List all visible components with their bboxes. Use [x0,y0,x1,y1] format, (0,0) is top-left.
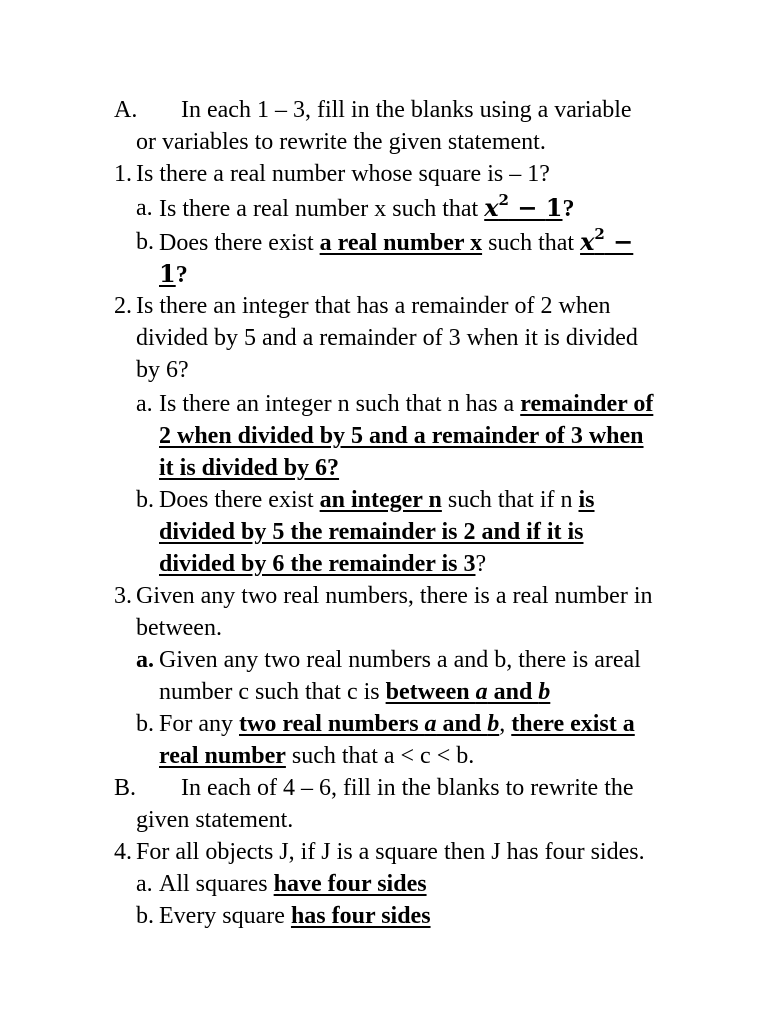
section-a-label: A. [114,97,138,123]
q2-number: 2. [114,293,132,319]
q2a-answer-blank-line2: 2 when divided by 5 and a remainder of 3 when [159,423,644,449]
q2b-line3: divided by 6 the remainder is 3? [159,551,487,577]
q3-text-line1: Given any two real numbers, there is a real number in [136,583,653,609]
q3a-label: a. [136,647,154,673]
q3-number: 3. [114,583,132,609]
q2-text-line1: Is there an integer that has a remainder of 2 when [136,293,611,319]
q3a-line2: number c such that c is between a and b [159,679,551,705]
q1b-answer-blank-variable: a real number x [319,230,483,256]
q4-number: 4. [114,839,132,865]
q3a-answer-blank: between a and b [385,679,551,705]
q4b-label: b. [136,903,154,929]
q1b-label: b. [136,229,154,255]
q1a-answer-blank: $x^2 - 1$ [484,191,563,222]
q1a-prefix: Is there a real number x such that [159,196,485,222]
q4-text: For all objects J, if J is a square then J has four sides. [136,839,645,865]
q4b-line: Every square has four sides [159,903,431,929]
q1-number: 1. [114,161,132,187]
q1b-line2: 1? [159,259,188,288]
q1-text: Is there a real number whose square is – 1? [136,161,550,187]
q3b-answer-blank-existence-line2: real number [159,743,286,769]
q1b-line1: Does there exist a real number x such that $x^2$ − [159,225,634,256]
q2a-answer-blank: remainder of [520,391,654,417]
section-b-label: B. [114,775,137,801]
section-a-instruction-line2: or variables to rewrite the given statement. [136,129,546,155]
section-b-instruction-line1: In each of 4 – 6, fill in the blanks to rewrite the [181,775,634,801]
q2-text-line3: by 6? [136,357,189,383]
q2-text-line2: divided by 5 and a remainder of 3 when it is divided [136,325,638,351]
q3b-answer-blank-existence: there exist a [511,711,635,737]
q2b-answer-blank-variable: an integer n [319,487,442,513]
q2b-label: b. [136,487,154,513]
q3-text-line2: between. [136,615,222,641]
q2a-answer-blank-line3: it is divided by 6? [159,455,340,481]
q2b-answer-blank-condition: is [578,487,595,513]
q2a-label: a. [136,391,153,417]
q3b-line2: real number such that a < c < b. [159,743,475,769]
q2b-line1: Does there exist an integer n such that if n is [159,487,595,513]
q4a-label: a. [136,871,153,897]
q4b-answer-blank: has four sides [290,903,431,929]
q4a-line: All squares have four sides [159,871,427,897]
q3b-line1: For any two real numbers a and b, there exist a [159,711,635,737]
q4a-answer-blank: have four sides [273,871,427,897]
q2b-answer-blank-condition-line2: divided by 5 the remainder is 2 and if it is [159,519,584,545]
q2a-line1: Is there an integer n such that n has a remainder of [159,391,654,417]
q2b-answer-blank-condition-line3: divided by 6 the remainder is 3 [159,551,476,577]
q3a-line1: Given any two real numbers a and b, there is areal [159,647,641,673]
section-a-instruction-line1: In each 1 – 3, fill in the blanks using a variable [181,97,632,123]
q1b-answer-blank-condition-end: 1 [159,259,176,288]
q1a-label: a. [136,195,153,221]
q3b-answer-blank-variables: two real numbers a and b [239,711,500,737]
q1b-answer-blank-condition: $x^2$ − [580,225,634,256]
q3b-label: b. [136,711,154,737]
q1a-line: Is there a real number x such that $x^2 - 1$? [159,191,575,222]
section-b-instruction-line2: given statement. [136,807,294,833]
